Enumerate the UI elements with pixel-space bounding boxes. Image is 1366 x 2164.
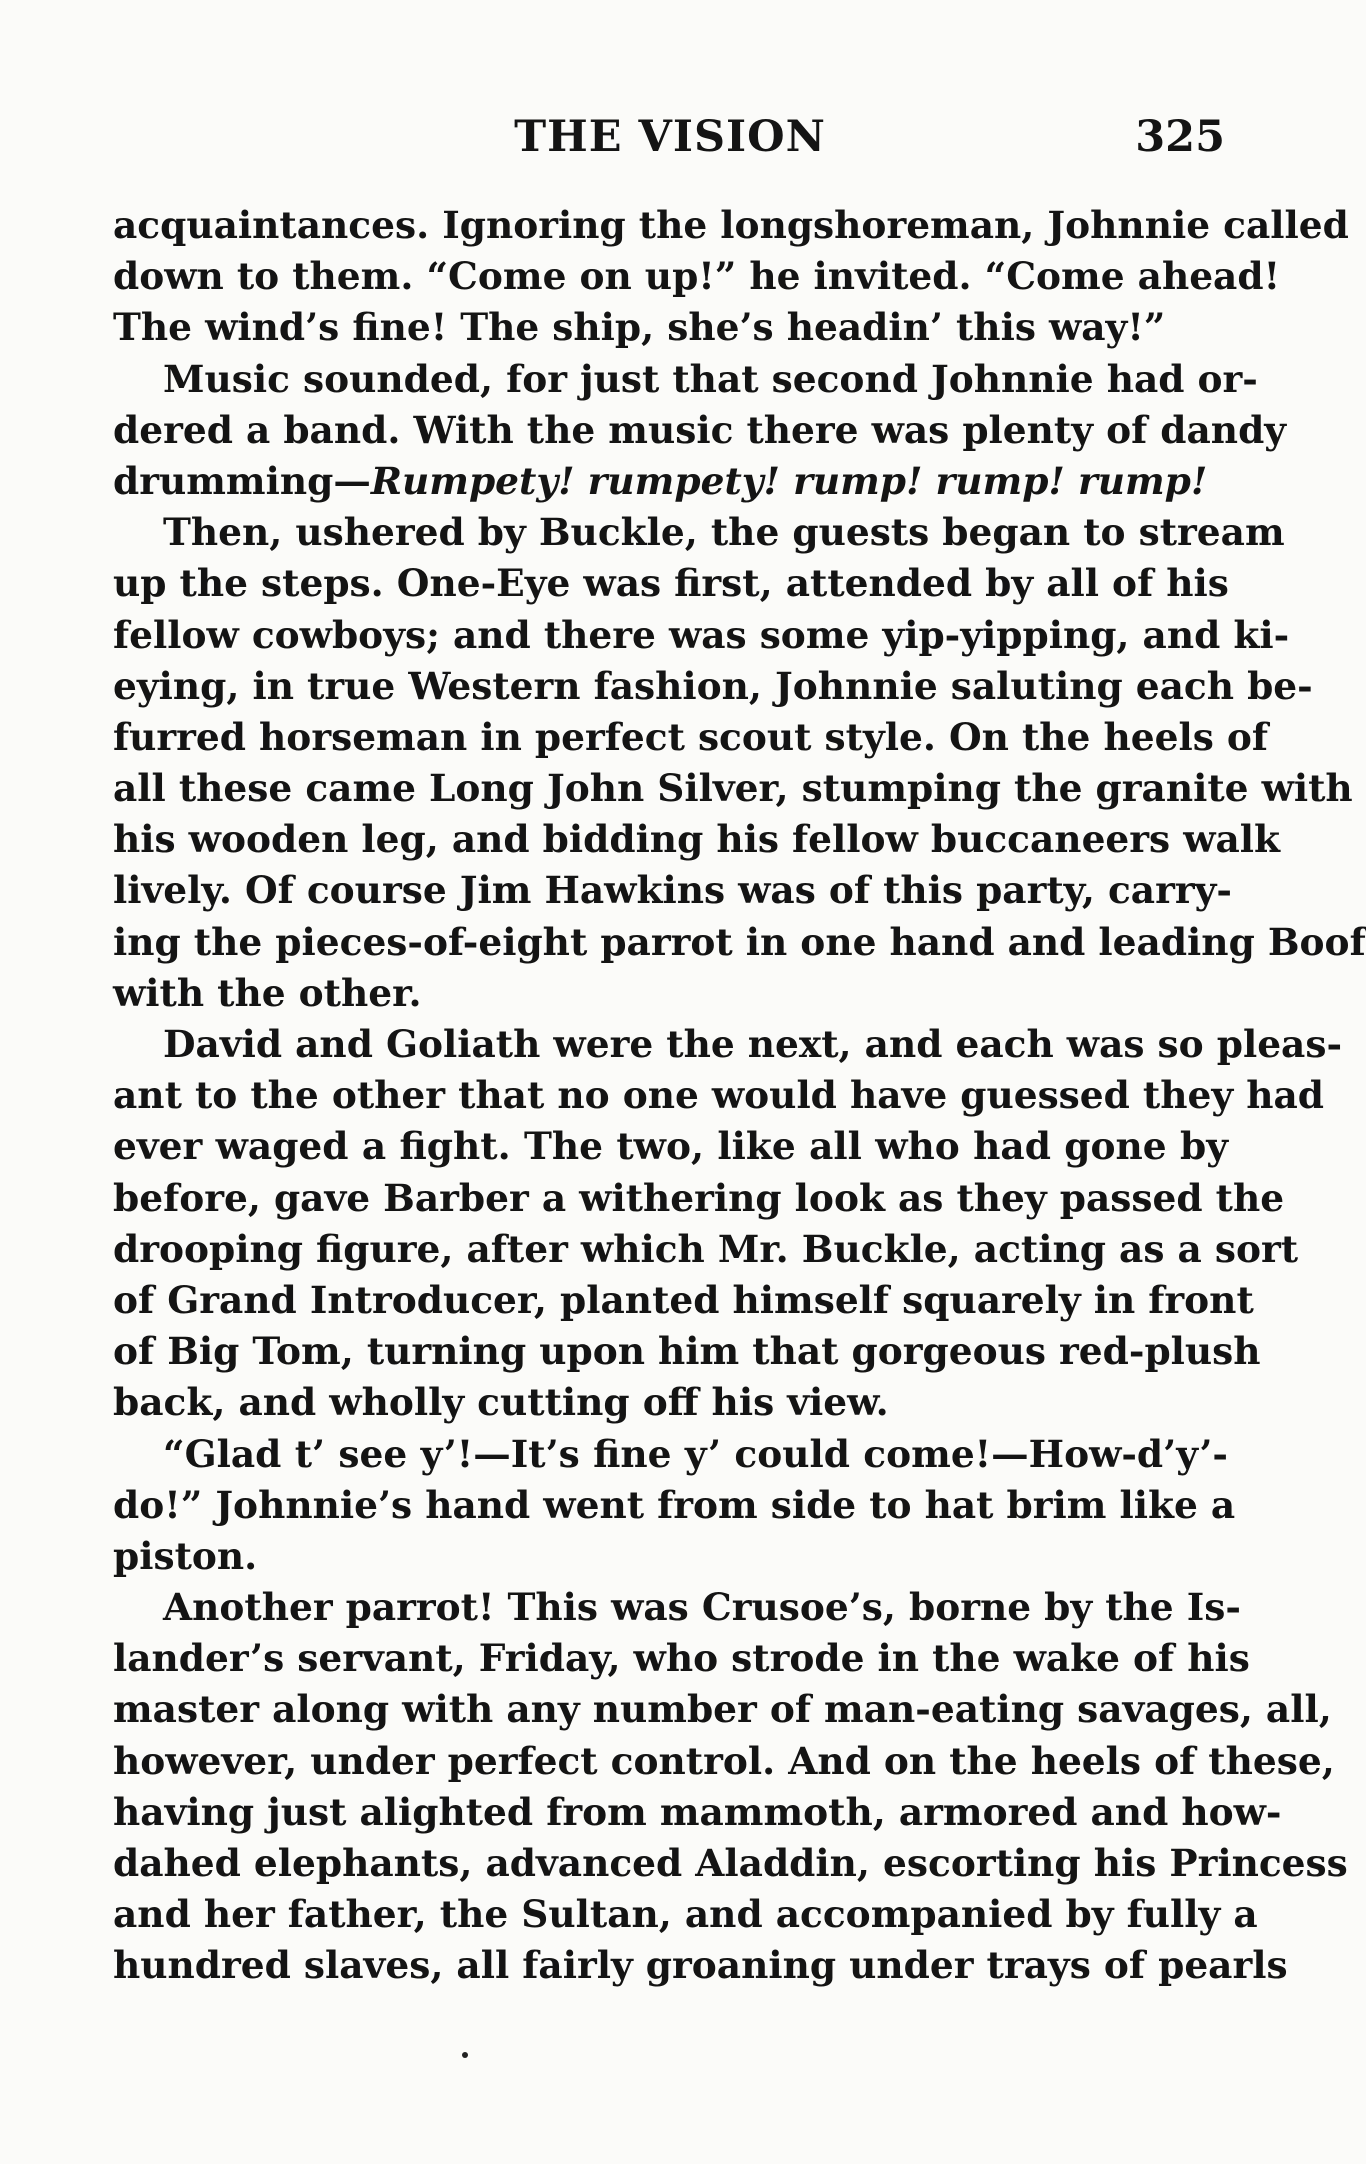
ink-speck [462,2052,468,2058]
text-line: do!” Johnnie’s hand went from side to hat brim like a [113,1482,1236,1527]
text-line: dered a band. With the music there was plenty of dandy [113,407,1287,452]
page-number: 325 [1135,112,1225,162]
text-line: of Grand Introducer, planted himself squarely in front [113,1277,1254,1322]
body-text [113,200,1366,1992]
text-line: dahed elephants, advanced Aladdin, escorting his Princess [113,1841,1348,1885]
text-line: of Big Tom, turning upon him that gorgeous red-plush [113,1329,1261,1374]
text-line: “Glad t’ see y’!—It’s fine y’ could come!—How-d’y’- [163,1431,1228,1476]
text-line: David and Goliath were the next, and each was so pleas- [163,1022,1343,1066]
text-line: hundred slaves, all fairly groaning under trays of pearls [113,1943,1288,1988]
text-line: back, and wholly cutting off his view. [113,1380,889,1425]
text-line: ing the pieces-of-eight parrot in one hand and leading Boof [113,919,1366,964]
text-line: having just alighted from mammoth, armored and how- [113,1789,1282,1834]
text-line: furred horseman in perfect scout style. On the heels of [113,714,1269,759]
text-line: up the steps. One-Eye was first, attended by all of his [113,561,1229,606]
running-header [115,112,1225,182]
text-line: his wooden leg, and bidding his fellow buccaneers walk [113,817,1281,862]
text-line: ant to the other that no one would have guessed they had [113,1073,1325,1118]
text-line: down to them. “Come on up!” he invited. “Come ahead! [113,254,1281,299]
text-line: before, gave Barber a withering look as they passed the [113,1175,1285,1220]
text-line-mixed [113,456,1228,507]
text-line: all these came Long John Silver, stumping the granite with [113,766,1353,811]
text-line: with the other. [113,970,422,1015]
text-line: acquaintances. Ignoring the longshoreman, Johnnie called [113,203,1349,247]
text-line: lander’s servant, Friday, who strode in the wake of his [113,1636,1250,1681]
text-line: Another parrot! This was Crusoe’s, borne by the Is- [163,1585,1241,1630]
text-segment: drumming— [113,458,371,503]
text-line: piston. [113,1533,258,1578]
text-line: and her father, the Sultan, and accompanied by fully a [113,1892,1258,1937]
text-line: Then, ushered by Buckle, the guests began to stream [163,510,1285,555]
chapter-title: THE VISION [514,112,826,162]
text-line: master along with any number of man-eating savages, all, [113,1687,1332,1732]
text-line: ever waged a fight. The two, like all who had gone by [113,1124,1228,1169]
italic-text-segment: Rumpety! rumpety! rump! rump! rump! [370,458,1208,503]
text-line: fellow cowboys; and there was some yip-yipping, and ki- [113,612,1290,657]
text-line: however, under perfect control. And on the heels of these, [113,1738,1335,1783]
text-line: drooping figure, after which Mr. Buckle, acting as a sort [113,1226,1299,1271]
text-line: The wind’s fine! The ship, she’s headin’ this way!” [113,305,1166,350]
text-line: eying, in true Western fashion, Johnnie saluting each be- [113,663,1313,708]
text-line: Music sounded, for just that second Johnnie had or- [163,356,1258,401]
text-line: lively. Of course Jim Hawkins was of this party, carry- [113,868,1232,913]
